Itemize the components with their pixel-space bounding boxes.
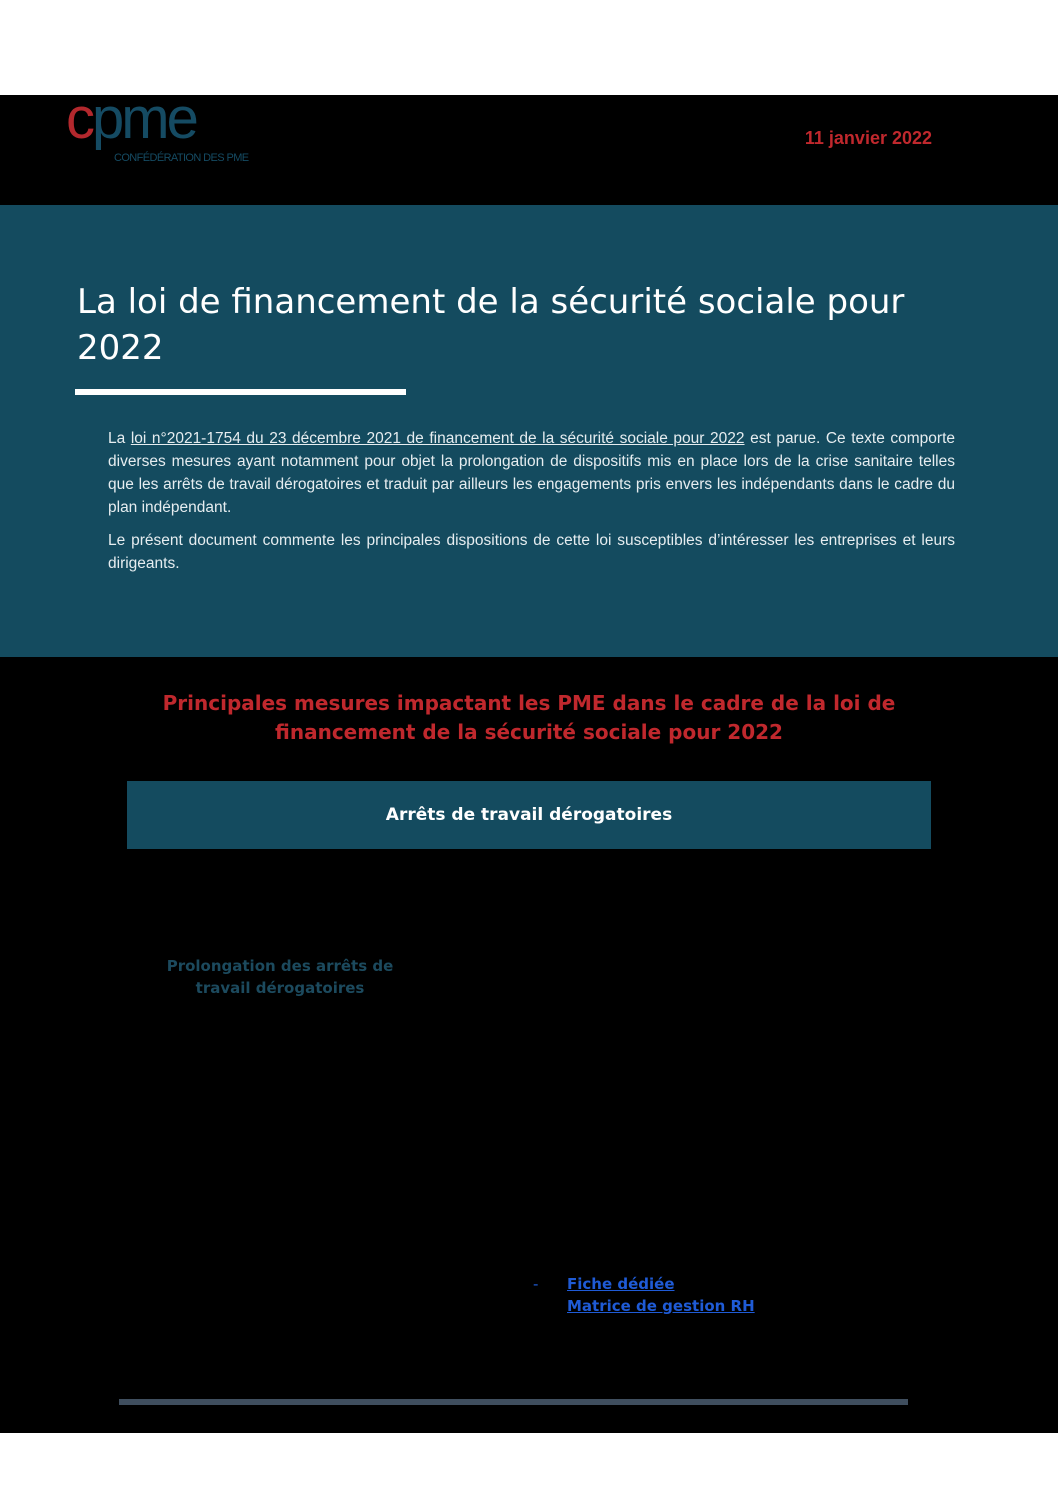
intro-suffix: est parue. Ce texte comporte diverses mesures ayant notamment pour objet la prolongation de dispositifs mis en place lors de la crise sanitaire telles que les arrêts de travail dérogatoires et traduit par ailleurs les engagements pris envers les indépendants dans le cadre du plan indépendant.: [108, 430, 955, 516]
link-row: [533, 1295, 755, 1317]
title-underline: [75, 389, 406, 395]
matrice-gestion-rh-link[interactable]: Matrice de gestion RH: [567, 1297, 755, 1315]
resource-links: [533, 1273, 755, 1317]
hero-section: [0, 205, 1058, 657]
link-bullet: -: [533, 1275, 539, 1293]
intro-prefix: La: [108, 430, 131, 447]
fiche-dediee-link[interactable]: Fiche dédiée: [567, 1275, 675, 1293]
intro-paragraph-2: Le présent document commente les principales dispositions de cette loi susceptibles d’intéresser les entreprises et leurs dirigeants.: [108, 532, 955, 572]
measure-title: Prolongation des arrêts de travail dérogatoires: [166, 957, 394, 997]
cpme-logo: [66, 86, 306, 173]
logo-letter-c: c: [66, 86, 92, 151]
category-banner-label: Arrêts de travail dérogatoires: [385, 805, 673, 825]
intro-text: [108, 427, 955, 585]
category-banner: [127, 781, 931, 849]
link-bullet: [533, 1295, 567, 1317]
logo-wordmark: [66, 86, 196, 151]
link-row: [533, 1273, 755, 1295]
logo-subtitle: CONFÉDÉRATION DES PME: [114, 152, 249, 164]
document-date: 11 janvier 2022: [804, 128, 932, 148]
law-link[interactable]: loi n°2021-1754 du 23 décembre 2021 de financement de la sécurité sociale pour 2022: [130, 430, 745, 447]
footer-divider: [119, 1399, 908, 1405]
section-heading: Principales mesures impactant les PME dans le cadre de la loi de financement de la sécurité sociale pour 2022: [162, 691, 896, 744]
document-title: La loi de financement de la sécurité sociale pour 2022: [77, 282, 905, 368]
logo-letters-pme: pme: [92, 86, 196, 151]
intro-paragraph-1: [108, 427, 955, 519]
